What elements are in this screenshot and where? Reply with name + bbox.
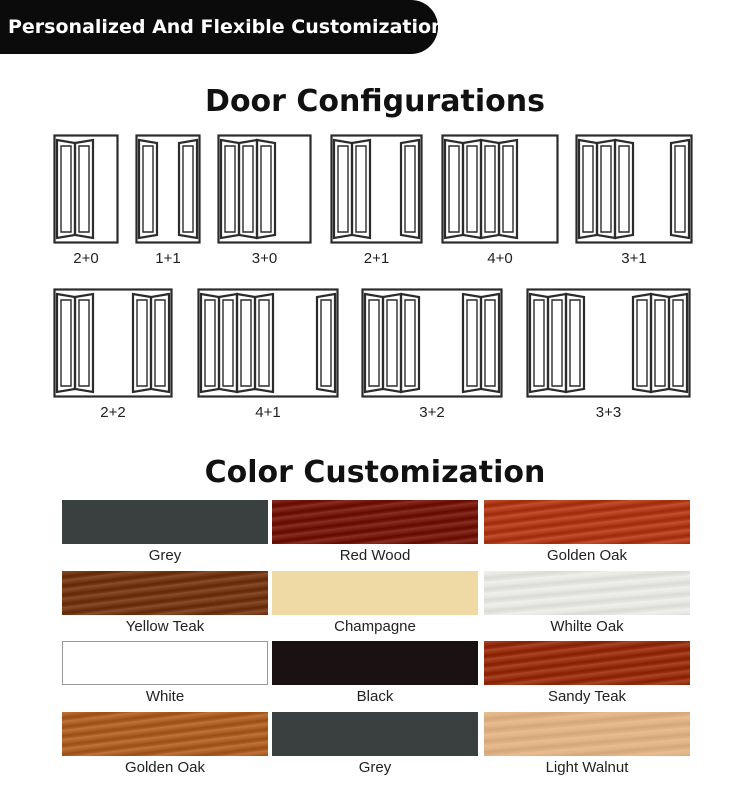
color-swatch-label: White xyxy=(145,688,185,705)
color-swatch-white[interactable] xyxy=(62,641,268,685)
door-diagram-icon xyxy=(330,134,423,244)
door-config-label: 3+1 xyxy=(621,250,647,267)
color-swatch-grey[interactable] xyxy=(272,712,478,756)
color-swatch-champagne[interactable] xyxy=(272,571,478,615)
color-swatch-label: Red Wood xyxy=(339,547,411,564)
door-config-2-plus-2 xyxy=(53,288,173,398)
door-config-3-plus-2 xyxy=(361,288,503,398)
door-config-label: 4+0 xyxy=(487,250,513,267)
color-swatch-label: Light Walnut xyxy=(545,759,629,776)
color-swatch-label: Black xyxy=(356,688,394,705)
door-config-2-plus-0 xyxy=(53,134,119,244)
color-swatch-label: Golden Oak xyxy=(546,547,628,564)
door-diagram-icon xyxy=(197,288,339,398)
color-swatch-label: Yellow Teak xyxy=(125,618,205,635)
color-swatch-black[interactable] xyxy=(272,641,478,685)
door-diagram-icon xyxy=(135,134,201,244)
color-swatch-label: Golden Oak xyxy=(124,759,206,776)
door-config-4-plus-1 xyxy=(197,288,339,398)
door-config-label: 2+0 xyxy=(73,250,99,267)
color-swatch-label: Whilte Oak xyxy=(550,618,624,635)
color-swatch-yellow-teak[interactable] xyxy=(62,571,268,615)
door-diagram-icon xyxy=(441,134,559,244)
door-diagram-icon xyxy=(53,288,173,398)
door-config-label: 3+0 xyxy=(251,250,278,267)
color-swatch-label: Champagne xyxy=(334,618,416,635)
door-config-label: 2+1 xyxy=(363,250,390,267)
door-config-label: 3+2 xyxy=(419,404,445,421)
door-diagram-icon xyxy=(53,134,119,244)
door-config-label: 1+1 xyxy=(155,250,181,267)
color-swatch-golden-oak[interactable] xyxy=(62,712,268,756)
color-swatch-light-walnut[interactable] xyxy=(484,712,690,756)
door-config-3-plus-3 xyxy=(526,288,691,398)
door-config-4-plus-0 xyxy=(441,134,559,244)
door-config-1-plus-1 xyxy=(135,134,201,244)
color-swatch-grey[interactable] xyxy=(62,500,268,544)
door-config-label: 2+2 xyxy=(100,404,126,421)
color-swatch-whilte-oak[interactable] xyxy=(484,571,690,615)
door-config-label: 3+3 xyxy=(595,404,622,421)
door-diagram-icon xyxy=(575,134,693,244)
header-banner: Personalized And Flexible Customization xyxy=(0,0,438,54)
door-configurations-title: Door Configurations xyxy=(205,84,545,119)
color-swatch-golden-oak[interactable] xyxy=(484,500,690,544)
door-config-2-plus-1 xyxy=(330,134,423,244)
color-swatch-label: Grey xyxy=(148,547,182,564)
door-config-label: 4+1 xyxy=(255,404,281,421)
door-diagram-icon xyxy=(361,288,503,398)
color-swatch-label: Grey xyxy=(358,759,392,776)
door-config-3-plus-1 xyxy=(575,134,693,244)
door-config-3-plus-0 xyxy=(217,134,312,244)
door-diagram-icon xyxy=(526,288,691,398)
color-customization-title: Color Customization xyxy=(204,455,546,490)
color-swatch-label: Sandy Teak xyxy=(547,688,627,705)
color-swatch-red-wood[interactable] xyxy=(272,500,478,544)
door-diagram-icon xyxy=(217,134,312,244)
color-swatch-sandy-teak[interactable] xyxy=(484,641,690,685)
